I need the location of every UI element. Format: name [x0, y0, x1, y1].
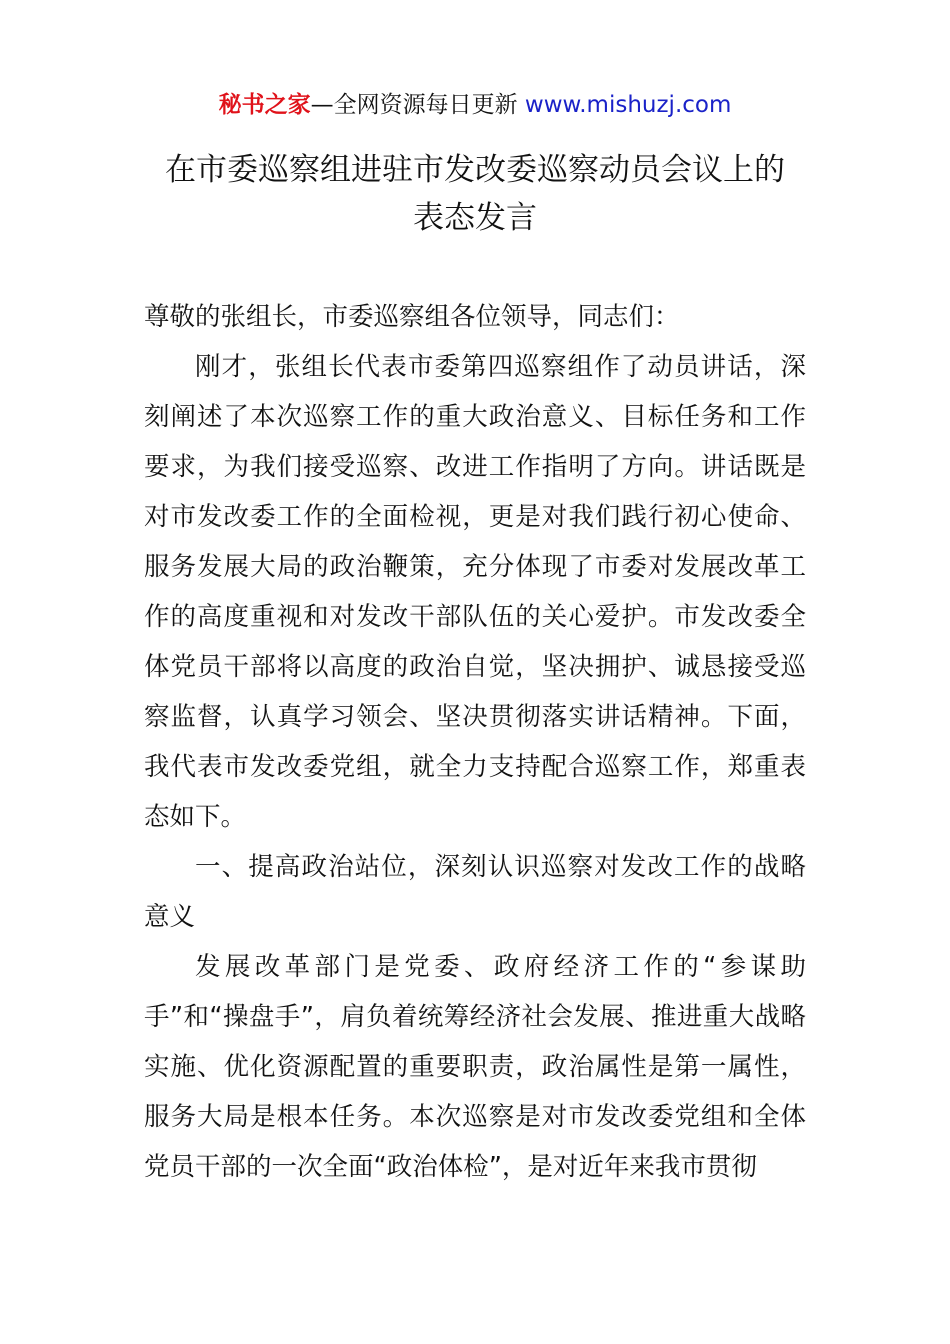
- site-header: [0, 88, 950, 122]
- paragraph-intro: 刚才，张组长代表市委第四巡察组作了动员讲话，深刻阐述了本次巡察工作的重大政治意义、目标任务和工作要求，为我们接受巡察、改进工作指明了方向。讲话既是对市发改委工作的全面检视，更是对我们践行初心使命、服务发展大局的政治鞭策，充分体现了市委对发展改革工作的高度重视和对发改干部队伍的关心爱护。市发改委全体党员干部将以高度的政治自觉，坚决拥护、诚恳接受巡察监督，认真学习领会、坚决贯彻落实讲话精神。下面，我代表市发改委党组，就全力支持配合巡察工作，郑重表态如下。: [144, 352, 806, 832]
- header-tagline: —全网资源每日更新: [310, 92, 518, 118]
- document-title: [100, 146, 850, 242]
- title-line-2: 表态发言: [413, 200, 537, 236]
- paragraph-section-1: 发展改革部门是党委、政府经济工作的“参谋助手”和“操盘手”，肩负着统筹经济社会发展、推进重大战略实施、优化资源配置的重要职责，政治属性是第一属性，服务大局是根本任务。本次巡察是对市发改委党组和全体党员干部的一次全面“政治体检”，是对近年来我市贯彻: [144, 952, 806, 1182]
- section-heading-1: 一、提高政治站位，深刻认识巡察对发改工作的战略意义: [144, 852, 806, 932]
- salutation: 尊敬的张组长，市委巡察组各位领导，同志们：: [144, 302, 680, 332]
- document-body: [144, 292, 806, 1192]
- brand-name: 秘书之家: [218, 92, 311, 118]
- site-url-link[interactable]: www.mishuzj.com: [524, 92, 732, 118]
- title-line-1: 在市委巡察组进驻市发改委巡察动员会议上的: [165, 152, 785, 188]
